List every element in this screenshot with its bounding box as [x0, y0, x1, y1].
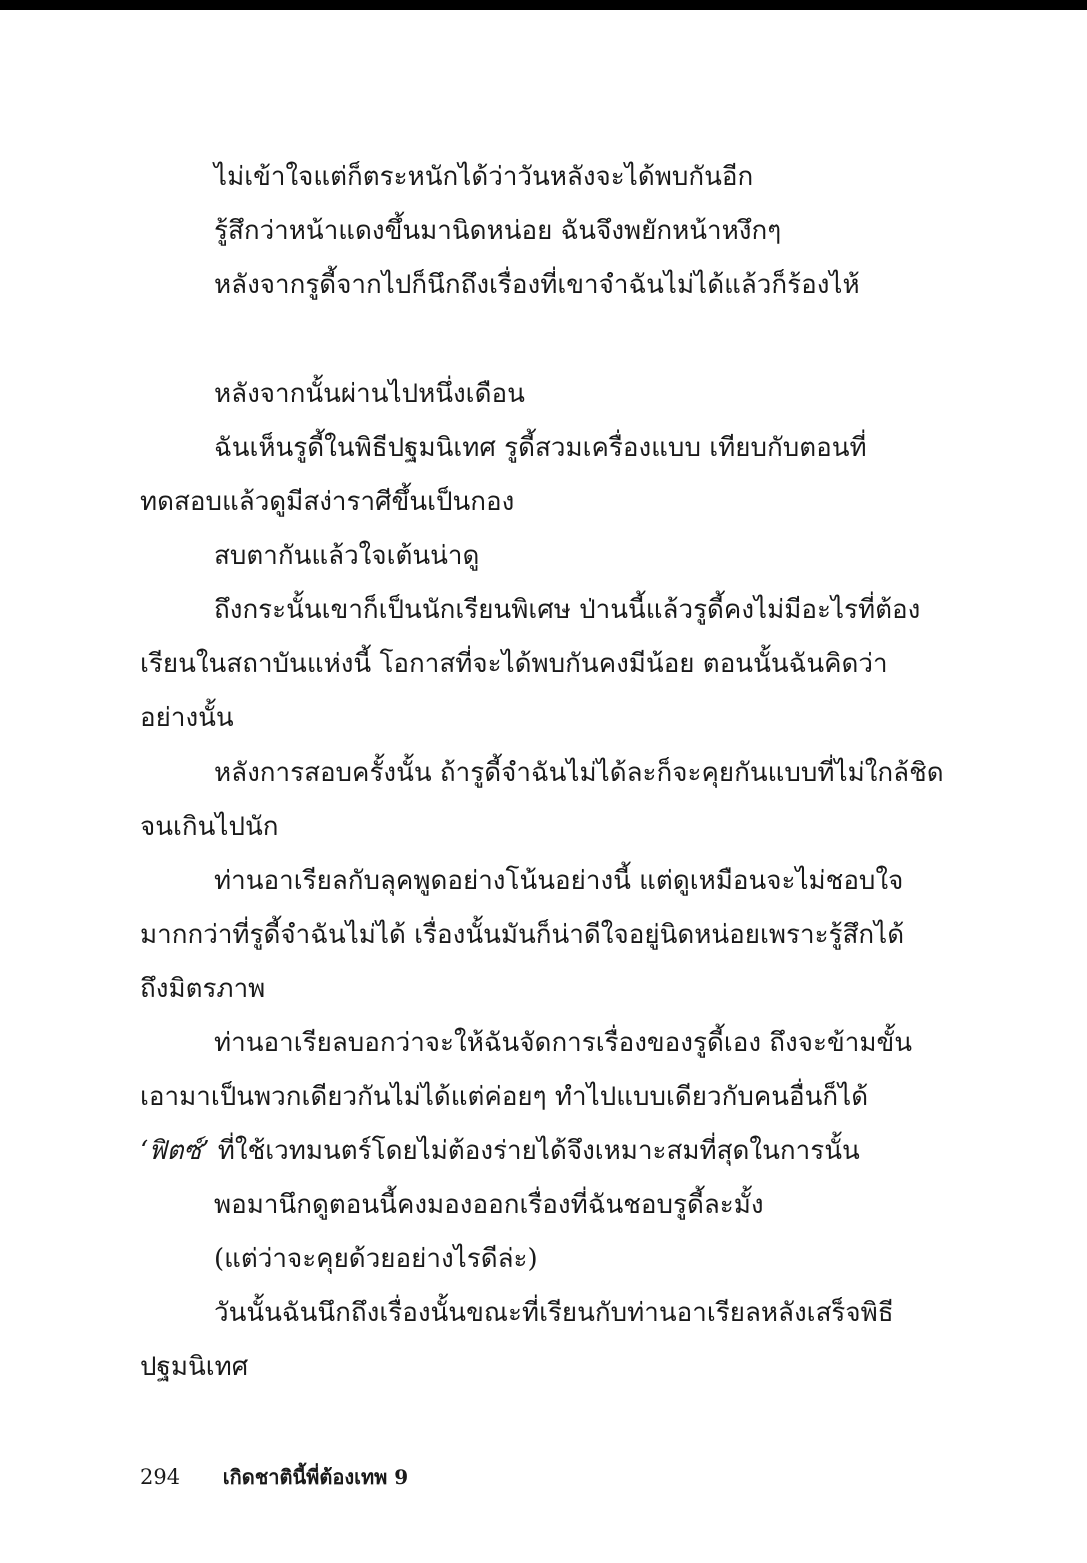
spell-name: ‘ฟิตซ์’ [140, 1136, 210, 1166]
paragraph-line: ท่านอาเรียลบอกว่าจะให้ฉันจัดการเรื่องของรูดี้เอง ถึงจะข้ามขั้น [214, 1028, 913, 1058]
paragraph-line: พอมานึกดูตอนนี้คงมองออกเรื่องที่ฉันชอบรูดี้ละมั้ง [214, 1190, 764, 1220]
page-number: 294 [140, 1465, 181, 1489]
paragraph-line: อย่างนั้น [140, 703, 234, 733]
paragraph-line: หลังจากรูดี้จากไปก็นึกถึงเรื่องที่เขาจำฉันไม่ได้แล้วก็ร้องไห้ [214, 270, 860, 300]
paragraph-line: ถึงกระนั้นเขาก็เป็นนักเรียนพิเศษ ป่านนี้แล้วรูดี้คงไม่มีอะไรที่ต้อง [214, 595, 921, 625]
paragraph-line-rest: ที่ใช้เวทมนตร์โดยไม่ต้องร่ายได้จึงเหมาะสมที่สุดในการนั้น [209, 1136, 860, 1166]
paragraph-line: ท่านอาเรียลกับลุคพูดอย่างโน้นอย่างนี้ แต่ดูเหมือนจะไม่ชอบใจ [214, 866, 904, 896]
paragraph-line: วันนั้นฉันนึกถึงเรื่องนั้นขณะที่เรียนกับท่านอาเรียลหลังเสร็จพิธี [214, 1298, 894, 1328]
paragraph-line: เอามาเป็นพวกเดียวกันไม่ได้แต่ค่อยๆ ทำไปแบบเดียวกับคนอื่นก็ได้ [140, 1082, 869, 1112]
paragraph-line: ถึงมิตรภาพ [140, 974, 266, 1004]
paragraph-line: จนเกินไปนัก [140, 812, 279, 842]
paragraph-line: มากกว่าที่รูดี้จำฉันไม่ได้ เรื่องนั้นมันก็น่าดีใจอยู่นิดหน่อยเพราะรู้สึกได้ [140, 920, 905, 950]
paragraph-line: เรียนในสถาบันแห่งนี้ โอกาสที่จะได้พบกันคงมีน้อย ตอนนั้นฉันคิดว่า [140, 649, 888, 679]
paragraph-line: ปฐมนิเทศ [140, 1352, 249, 1382]
page-footer [140, 1462, 408, 1492]
paragraph-line: ฉันเห็นรูดี้ในพิธีปฐมนิเทศ รูดี้สวมเครื่องแบบ เทียบกับตอนที่ [214, 433, 867, 463]
paragraph-line: สบตากันแล้วใจเต้นน่าดู [214, 541, 480, 571]
paragraph-line: ไม่เข้าใจแต่ก็ตระหนักได้ว่าวันหลังจะได้พบกันอีก [214, 162, 754, 192]
paragraph-line [140, 1134, 885, 1168]
book-title: เกิดชาตินี้พี่ต้องเทพ 9 [222, 1465, 409, 1489]
paragraph-line: ทดสอบแล้วดูมีสง่าราศีขึ้นเป็นกอง [140, 487, 515, 517]
paragraph-line: หลังจากนั้นผ่านไปหนึ่งเดือน [214, 379, 525, 409]
paragraph-line: (แต่ว่าจะคุยด้วยอย่างไรดีล่ะ) [214, 1244, 538, 1274]
paragraph-line: รู้สึกว่าหน้าแดงขึ้นมานิดหน่อย ฉันจึงพยักหน้าหงึกๆ [214, 216, 782, 246]
paragraph-line: หลังการสอบครั้งนั้น ถ้ารูดี้จำฉันไม่ได้ละก็จะคุยกันแบบที่ไม่ใกล้ชิด [214, 758, 944, 788]
